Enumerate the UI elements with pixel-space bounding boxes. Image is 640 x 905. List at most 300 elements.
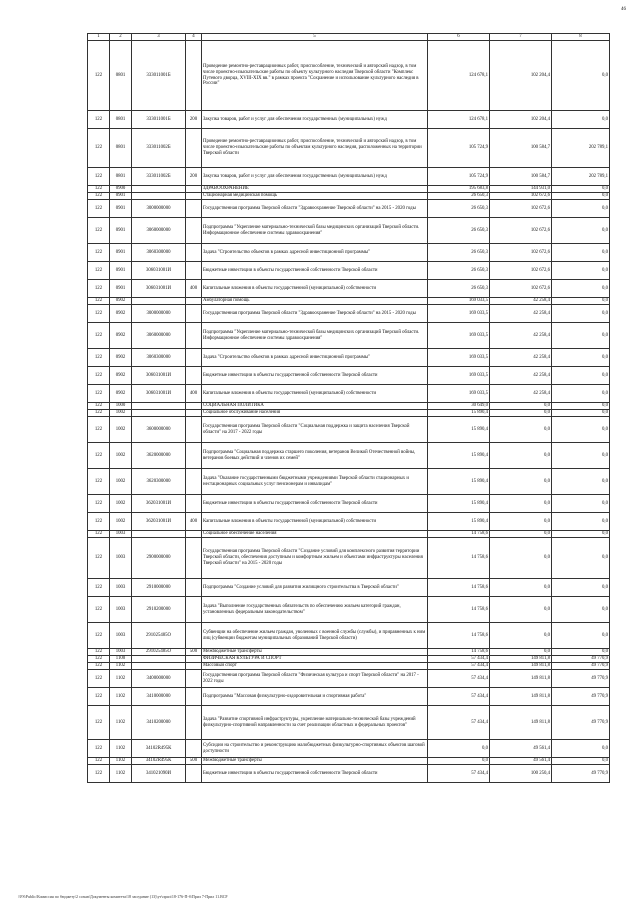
cell-ved: 122 — [88, 740, 110, 758]
cell-description: СОЦИАЛЬНАЯ ПОЛИТИКА — [202, 403, 428, 410]
cell-section: 1002 — [110, 417, 132, 443]
table-row — [88, 531, 610, 538]
cell-section: 0902 — [110, 367, 132, 385]
cell-amount-2: 100 250,4 — [490, 765, 552, 783]
cell-description: Проведение ремонтно-реставрационных работ, приспособление, технический и авторский надзор, в том числе проектно-изыскательские работы по объектам культурного наследия, расположенных на территории Тверской области — [202, 129, 428, 168]
cell-target-article: 362031001И — [132, 495, 186, 513]
table-row — [88, 305, 610, 323]
cell-amount-1: 26 650,3 — [428, 244, 490, 262]
cell-amount-1: 26 650,3 — [428, 218, 490, 244]
cell-expense-type: 400 — [186, 513, 202, 531]
cell-amount-2: 49 561,4 — [490, 758, 552, 765]
table-row — [88, 649, 610, 656]
cell-amount-3: 0,0 — [552, 280, 610, 298]
cell-amount-3: 0,0 — [552, 244, 610, 262]
cell-amount-3: 49 770,9 — [552, 670, 610, 688]
cell-expense-type — [186, 765, 202, 783]
cell-description: Стационарная медицинская помощь — [202, 193, 428, 200]
cell-amount-1: 169 033,5 — [428, 349, 490, 367]
cell-amount-2: 0,0 — [490, 531, 552, 538]
cell-section: 0901 — [110, 200, 132, 218]
cell-expense-type — [186, 623, 202, 649]
cell-description: Бюджетные инвестиции в объекты государственной собственности Тверской области — [202, 367, 428, 385]
cell-amount-2: 42 258,4 — [490, 298, 552, 305]
cell-amount-2: 42 258,4 — [490, 323, 552, 349]
table-row — [88, 280, 610, 298]
cell-target-article: 341021090И — [132, 765, 186, 783]
cell-section: 0801 — [110, 111, 132, 129]
table-row — [88, 579, 610, 597]
cell-amount-3: 0,0 — [552, 186, 610, 193]
cell-section: 1002 — [110, 513, 132, 531]
cell-amount-3: 0,0 — [552, 111, 610, 129]
cell-amount-1: 169 033,5 — [428, 367, 490, 385]
cell-description: Государственная программа Тверской области "Социальная поддержка и защита населения Тверской области" на 2017 - 2022 годы — [202, 417, 428, 443]
cell-ved: 122 — [88, 410, 110, 417]
cell-amount-3: 0,0 — [552, 41, 610, 111]
cell-amount-2: 42 258,4 — [490, 385, 552, 403]
cell-description: Закупка товаров, работ и услуг для обеспечения государственных (муниципальных) нужд — [202, 168, 428, 186]
cell-amount-2: 42 258,4 — [490, 367, 552, 385]
cell-amount-3: 0,0 — [552, 531, 610, 538]
cell-expense-type — [186, 200, 202, 218]
cell-description: Закупка товаров, работ и услуг для обеспечения государственных (муниципальных) нужд — [202, 111, 428, 129]
cell-section: 0901 — [110, 262, 132, 280]
cell-ved: 122 — [88, 649, 110, 656]
table-row — [88, 443, 610, 469]
cell-description: Задача "Развитие спортивной инфраструктуры, укрепление материально-технической базы учреждений физкультурно-спортивной направленности за счет реализации областных и федеральных проектов" — [202, 706, 428, 740]
cell-expense-type — [186, 706, 202, 740]
cell-description: Государственная программа Тверской области "Здравоохранение Тверской области" на 2015 - 2020 годы — [202, 305, 428, 323]
cell-amount-3: 0,0 — [552, 403, 610, 410]
cell-amount-1: 105 724,9 — [428, 168, 490, 186]
cell-expense-type — [186, 193, 202, 200]
cell-amount-1: 195 683,8 — [428, 186, 490, 193]
col-header: 7 — [490, 34, 552, 41]
cell-description: Бюджетные инвестиции в объекты государственной собственности Тверской области — [202, 495, 428, 513]
cell-expense-type: 200 — [186, 111, 202, 129]
cell-target-article: 3620000000 — [132, 443, 186, 469]
cell-expense-type: 200 — [186, 168, 202, 186]
cell-amount-1: 15 890,4 — [428, 417, 490, 443]
table-row — [88, 200, 610, 218]
cell-ved: 122 — [88, 367, 110, 385]
col-header: 2 — [110, 34, 132, 41]
cell-section: 1003 — [110, 579, 132, 597]
table-row — [88, 670, 610, 688]
cell-amount-2: 42 258,4 — [490, 349, 552, 367]
cell-expense-type — [186, 186, 202, 193]
cell-target-article: 333011001Б — [132, 111, 186, 129]
table-row — [88, 111, 610, 129]
cell-amount-3: 0,0 — [552, 200, 610, 218]
cell-amount-2: 102 204,4 — [490, 111, 552, 129]
cell-ved: 122 — [88, 663, 110, 670]
cell-amount-2: 0,0 — [490, 417, 552, 443]
cell-target-article: 306031001И — [132, 367, 186, 385]
cell-amount-3: 0,0 — [552, 262, 610, 280]
table-row — [88, 538, 610, 579]
cell-amount-2: 102 672,6 — [490, 200, 552, 218]
cell-amount-3: 0,0 — [552, 367, 610, 385]
cell-section: 0902 — [110, 323, 132, 349]
cell-amount-3: 0,0 — [552, 193, 610, 200]
cell-expense-type — [186, 41, 202, 111]
cell-amount-2: 149 811,8 — [490, 663, 552, 670]
cell-amount-1: 26 650,3 — [428, 200, 490, 218]
cell-amount-2: 0,0 — [490, 579, 552, 597]
table-row — [88, 706, 610, 740]
cell-expense-type — [186, 495, 202, 513]
cell-description: Подпрограмма "Укрепление материально-технической базы медицинских организаций Тверской области. Информационное обеспечение системы здравоохранения" — [202, 218, 428, 244]
cell-target-article: 2910200000 — [132, 597, 186, 623]
cell-amount-1: 15 890,4 — [428, 469, 490, 495]
cell-amount-3: 0,0 — [552, 623, 610, 649]
cell-amount-1: 169 033,5 — [428, 323, 490, 349]
cell-amount-3: 0,0 — [552, 323, 610, 349]
col-header: 5 — [202, 34, 428, 41]
cell-description: Проведение ремонтно-реставрационных работ, приспособление, технический и авторский надзор, в том числе проектно-изыскательские работы по объекту культурного наследия Тверской области "Комплекс Путевого дворца, XVIII-XIX вв." в рамках проекта "Сохранение и использование культурного наследия в России" — [202, 41, 428, 111]
cell-expense-type — [186, 531, 202, 538]
cell-ved: 122 — [88, 495, 110, 513]
cell-description: Межбюджетные трансферты — [202, 649, 428, 656]
cell-ved: 122 — [88, 280, 110, 298]
cell-description: Амбулаторная помощь — [202, 298, 428, 305]
cell-expense-type — [186, 597, 202, 623]
cell-target-article — [132, 193, 186, 200]
cell-section: 1002 — [110, 443, 132, 469]
cell-amount-2: 102 672,6 — [490, 244, 552, 262]
cell-description: Задача "Выполнение государственных обязательств по обеспечению жильем категорий граждан, установленных федеральным законодательством" — [202, 597, 428, 623]
cell-section: 0901 — [110, 280, 132, 298]
cell-section: 0901 — [110, 244, 132, 262]
cell-amount-1: 14 758,6 — [428, 579, 490, 597]
cell-expense-type — [186, 403, 202, 410]
cell-section: 0900 — [110, 186, 132, 193]
cell-target-article — [132, 531, 186, 538]
table-body — [88, 41, 610, 783]
cell-target-article: 3060300000 — [132, 349, 186, 367]
page-number: 46 — [621, 7, 626, 12]
cell-ved: 122 — [88, 168, 110, 186]
cell-description: Социальное обеспечение населения — [202, 531, 428, 538]
cell-section: 1102 — [110, 758, 132, 765]
cell-section: 1002 — [110, 469, 132, 495]
cell-ved: 122 — [88, 538, 110, 579]
cell-amount-3: 0,0 — [552, 495, 610, 513]
cell-section: 0902 — [110, 349, 132, 367]
cell-ved: 122 — [88, 656, 110, 663]
cell-ved: 122 — [88, 513, 110, 531]
cell-description: Задача "Оказание государственными бюджетными учреждениями Тверской области стационарных и нестационарных социальных услуг пенсионерам и инвалидам" — [202, 469, 428, 495]
table-row — [88, 758, 610, 765]
cell-description: Капитальные вложения в объекты государственной (муниципальной) собственности — [202, 280, 428, 298]
cell-amount-2: 102 672,6 — [490, 193, 552, 200]
cell-ved: 122 — [88, 385, 110, 403]
cell-target-article: 3060000000 — [132, 323, 186, 349]
cell-amount-2: 0,0 — [490, 597, 552, 623]
cell-expense-type — [186, 323, 202, 349]
cell-target-article: 34102R495К — [132, 740, 186, 758]
cell-ved: 122 — [88, 670, 110, 688]
cell-description: ЗДРАВООХРАНЕНИЕ — [202, 186, 428, 193]
cell-target-article: 291025485О — [132, 623, 186, 649]
cell-amount-2: 149 811,8 — [490, 688, 552, 706]
cell-target-article: 306031001И — [132, 385, 186, 403]
cell-amount-1: 57 434,4 — [428, 663, 490, 670]
table-row — [88, 688, 610, 706]
cell-amount-2: 100 584,7 — [490, 168, 552, 186]
cell-target-article: 2900000000 — [132, 538, 186, 579]
cell-amount-3: 0,0 — [552, 649, 610, 656]
cell-amount-1: 57 434,4 — [428, 765, 490, 783]
cell-amount-2: 0,0 — [490, 410, 552, 417]
cell-section: 0901 — [110, 193, 132, 200]
cell-expense-type: 400 — [186, 385, 202, 403]
cell-ved: 122 — [88, 349, 110, 367]
table-row — [88, 403, 610, 410]
cell-description: Бюджетные инвестиции в объекты государственной собственности Тверской области — [202, 262, 428, 280]
cell-amount-3: 0,0 — [552, 417, 610, 443]
cell-description: Подпрограмма "Укрепление материально-технической базы медицинских организаций Тверской области. Информационное обеспечение системы здравоохранения" — [202, 323, 428, 349]
cell-target-article: 34102R495К — [132, 758, 186, 765]
cell-ved: 122 — [88, 765, 110, 783]
cell-description: Государственная программа Тверской области "Создание условий для комплексного развития территории Тверской области, обеспечения доступным и комфортным жильем и объектами инфраструктуры населения Тверской области" на 2015 - 2020 годы — [202, 538, 428, 579]
cell-description: Массовый спорт — [202, 663, 428, 670]
cell-target-article: 333011002Б — [132, 129, 186, 168]
table-row — [88, 513, 610, 531]
cell-amount-1: 124 678,1 — [428, 111, 490, 129]
cell-expense-type — [186, 538, 202, 579]
cell-amount-2: 149 811,8 — [490, 670, 552, 688]
cell-description: Капитальные вложения в объекты государственной (муниципальной) собственности — [202, 513, 428, 531]
cell-target-article: 333011002Б — [132, 168, 186, 186]
cell-description: Государственная программа Тверской области "Физическая культура и спорт Тверской области" на 2017 - 2022 годы — [202, 670, 428, 688]
cell-description: Социальное обслуживание населения — [202, 410, 428, 417]
cell-amount-3: 0,0 — [552, 305, 610, 323]
cell-amount-3: 49 770,9 — [552, 656, 610, 663]
table-row — [88, 323, 610, 349]
cell-description: Субвенции на обеспечение жильем граждан, уволенных с военной службы (службы), и приравненных к ним лиц (субвенции бюджетам муниципальных образований Тверской области) — [202, 623, 428, 649]
table-row — [88, 41, 610, 111]
cell-amount-2: 149 811,8 — [490, 706, 552, 740]
cell-section: 0902 — [110, 298, 132, 305]
cell-section: 1100 — [110, 656, 132, 663]
cell-expense-type: 500 — [186, 649, 202, 656]
cell-amount-1: 26 650,3 — [428, 262, 490, 280]
cell-amount-3: 0,0 — [552, 443, 610, 469]
cell-ved: 122 — [88, 623, 110, 649]
cell-amount-2: 100 584,7 — [490, 129, 552, 168]
cell-amount-3: 0,0 — [552, 469, 610, 495]
cell-amount-3: 0,0 — [552, 513, 610, 531]
table-row — [88, 623, 610, 649]
cell-expense-type — [186, 367, 202, 385]
cell-section: 0901 — [110, 218, 132, 244]
table-row — [88, 469, 610, 495]
cell-target-article — [132, 298, 186, 305]
col-header: 4 — [186, 34, 202, 41]
file-path-footer: \\FS\Public\Комиссия по бюджету\2 созыв\Документы комитета\18 заседание (13)\ут\прил\18-176-П-б\Прил 7-Прил 11.BCF — [18, 894, 228, 899]
header-row — [88, 34, 610, 41]
cell-section: 1003 — [110, 531, 132, 538]
cell-amount-2: 49 561,4 — [490, 740, 552, 758]
cell-target-article: 3060000000 — [132, 218, 186, 244]
budget-table — [87, 33, 610, 783]
cell-amount-1: 105 724,9 — [428, 129, 490, 168]
cell-expense-type — [186, 656, 202, 663]
cell-amount-1: 124 678,1 — [428, 41, 490, 111]
cell-section: 0902 — [110, 385, 132, 403]
table-row — [88, 218, 610, 244]
cell-amount-3: 0,0 — [552, 349, 610, 367]
table-row — [88, 193, 610, 200]
cell-amount-2: 0,0 — [490, 538, 552, 579]
cell-description: Задача "Строительство объектов в рамках адресной инвестиционной программы" — [202, 349, 428, 367]
cell-amount-1: 14 758,6 — [428, 531, 490, 538]
cell-amount-1: 15 890,4 — [428, 410, 490, 417]
cell-amount-1: 14 758,6 — [428, 649, 490, 656]
table-row — [88, 656, 610, 663]
cell-target-article — [132, 663, 186, 670]
cell-section: 1003 — [110, 623, 132, 649]
table-row — [88, 262, 610, 280]
cell-amount-3: 0,0 — [552, 410, 610, 417]
cell-expense-type — [186, 688, 202, 706]
cell-amount-3: 202 789,1 — [552, 168, 610, 186]
cell-expense-type: 500 — [186, 758, 202, 765]
cell-section: 1102 — [110, 670, 132, 688]
cell-ved: 122 — [88, 305, 110, 323]
cell-amount-2: 102 672,6 — [490, 262, 552, 280]
cell-amount-1: 26 650,3 — [428, 193, 490, 200]
cell-amount-1: 14 758,6 — [428, 538, 490, 579]
cell-target-article: 3410000000 — [132, 688, 186, 706]
cell-amount-2: 0,0 — [490, 623, 552, 649]
cell-amount-1: 57 434,4 — [428, 706, 490, 740]
cell-section: 1003 — [110, 597, 132, 623]
cell-ved: 122 — [88, 244, 110, 262]
cell-expense-type — [186, 443, 202, 469]
cell-ved: 122 — [88, 688, 110, 706]
cell-amount-1: 0,0 — [428, 758, 490, 765]
cell-description: Бюджетные инвестиции в объекты государственной собственности Тверской области — [202, 765, 428, 783]
cell-expense-type — [186, 244, 202, 262]
cell-amount-3: 0,0 — [552, 385, 610, 403]
cell-ved: 122 — [88, 218, 110, 244]
cell-amount-1: 169 033,5 — [428, 298, 490, 305]
cell-description: Подпрограмма "Массовая физкультурно-оздоровительная и спортивная работа" — [202, 688, 428, 706]
cell-ved: 122 — [88, 200, 110, 218]
cell-target-article — [132, 656, 186, 663]
cell-ved: 122 — [88, 129, 110, 168]
cell-target-article: 3600000000 — [132, 417, 186, 443]
cell-amount-1: 26 650,3 — [428, 280, 490, 298]
cell-target-article — [132, 410, 186, 417]
cell-amount-1: 14 758,6 — [428, 623, 490, 649]
cell-description: Задача "Строительство объектов в рамках адресной инвестиционной программы" — [202, 244, 428, 262]
cell-amount-1: 57 434,4 — [428, 688, 490, 706]
cell-description: Подпрограмма "Создание условий для развития жилищного строительства в Тверской области" — [202, 579, 428, 597]
cell-description: Капитальные вложения в объекты государственной (муниципальной) собственности — [202, 385, 428, 403]
table-row — [88, 186, 610, 193]
cell-target-article — [132, 186, 186, 193]
cell-section: 1002 — [110, 495, 132, 513]
cell-amount-2: 102 672,6 — [490, 218, 552, 244]
cell-target-article — [132, 403, 186, 410]
cell-ved: 122 — [88, 41, 110, 111]
cell-amount-1: 57 434,4 — [428, 670, 490, 688]
col-header: 8 — [552, 34, 610, 41]
cell-target-article: 291025485О — [132, 649, 186, 656]
cell-target-article: 306031001И — [132, 262, 186, 280]
cell-amount-3: 0,0 — [552, 740, 610, 758]
cell-amount-1: 57 434,4 — [428, 656, 490, 663]
cell-amount-3: 49 770,9 — [552, 765, 610, 783]
cell-amount-2: 149 811,8 — [490, 656, 552, 663]
cell-amount-3: 49 770,9 — [552, 706, 610, 740]
cell-amount-1: 30 649,0 — [428, 403, 490, 410]
table-row — [88, 410, 610, 417]
cell-expense-type — [186, 298, 202, 305]
table-row — [88, 663, 610, 670]
cell-amount-2: 102 672,6 — [490, 280, 552, 298]
cell-ved: 122 — [88, 186, 110, 193]
cell-ved: 122 — [88, 531, 110, 538]
cell-amount-2: 0,0 — [490, 513, 552, 531]
cell-ved: 122 — [88, 417, 110, 443]
cell-amount-3: 49 770,9 — [552, 663, 610, 670]
cell-ved: 122 — [88, 403, 110, 410]
col-header: 3 — [132, 34, 186, 41]
cell-description: Межбюджетные трансферты — [202, 758, 428, 765]
col-header: 1 — [88, 34, 110, 41]
cell-amount-1: 15 890,4 — [428, 513, 490, 531]
cell-ved: 122 — [88, 469, 110, 495]
cell-amount-2: 42 258,4 — [490, 305, 552, 323]
cell-expense-type — [186, 349, 202, 367]
cell-expense-type — [186, 663, 202, 670]
cell-expense-type — [186, 579, 202, 597]
cell-section: 0801 — [110, 41, 132, 111]
table-row — [88, 129, 610, 168]
cell-ved: 122 — [88, 323, 110, 349]
cell-amount-1: 169 033,5 — [428, 305, 490, 323]
cell-amount-3: 0,0 — [552, 597, 610, 623]
cell-ved: 122 — [88, 758, 110, 765]
cell-target-article: 333011001Б — [132, 41, 186, 111]
cell-section: 1102 — [110, 688, 132, 706]
cell-amount-1: 0,0 — [428, 740, 490, 758]
cell-amount-2: 0,0 — [490, 469, 552, 495]
cell-expense-type — [186, 410, 202, 417]
cell-description: Субсидии на строительство и реконструкцию малобюджетных физкультурно-спортивных объектов шаговой доступности — [202, 740, 428, 758]
cell-section: 1000 — [110, 403, 132, 410]
cell-target-article: 3400000000 — [132, 670, 186, 688]
cell-ved: 122 — [88, 597, 110, 623]
cell-target-article: 3000000000 — [132, 305, 186, 323]
cell-section: 0902 — [110, 305, 132, 323]
cell-target-article: 3000000000 — [132, 200, 186, 218]
cell-target-article: 2910000000 — [132, 579, 186, 597]
cell-amount-1: 15 890,4 — [428, 495, 490, 513]
cell-target-article: 3620300000 — [132, 469, 186, 495]
cell-target-article: 3410200000 — [132, 706, 186, 740]
cell-amount-2: 0,0 — [490, 649, 552, 656]
cell-ved: 122 — [88, 193, 110, 200]
cell-amount-3: 49 770,9 — [552, 688, 610, 706]
cell-expense-type — [186, 129, 202, 168]
